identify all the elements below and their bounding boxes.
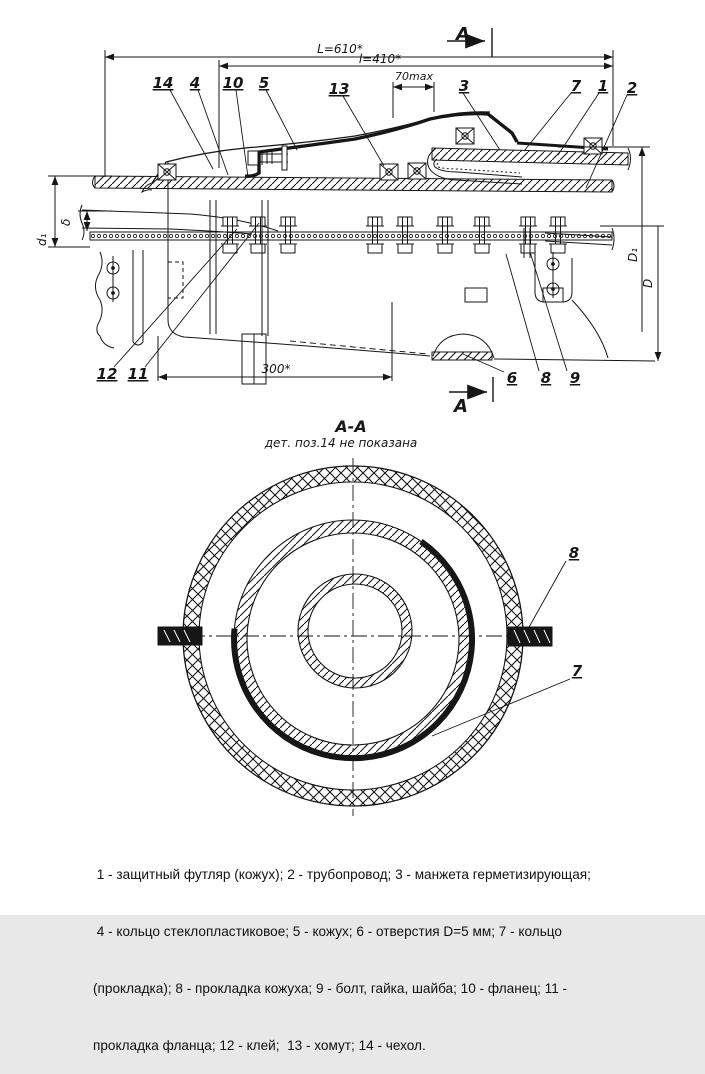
- section-view-subtitle: дет. поз.14 не показана: [264, 436, 418, 450]
- section-pipe-ring: [298, 574, 412, 688]
- section-right-stub: [508, 627, 552, 646]
- dimension-70max: [393, 82, 434, 118]
- callout-12: 12: [96, 365, 118, 383]
- callout-13: 13: [328, 80, 350, 98]
- legend-line-2: 4 - кольцо стеклопластиковое; 5 - кожух; 6 - отверстия D=5 мм; 7 - кольцо: [93, 924, 562, 939]
- section-cut-bottom: [449, 377, 493, 417]
- section-callout-7: 7: [571, 662, 583, 680]
- callout-3: 3: [458, 77, 470, 95]
- dim-70max-label: 70max: [395, 70, 433, 83]
- callout-numbers: [97, 74, 638, 387]
- callout-4: 4: [189, 74, 201, 92]
- parts-legend: [93, 827, 653, 1074]
- callout-leaders: [114, 90, 627, 372]
- section-view-title: А-А: [335, 417, 367, 436]
- dim-300-label: 300*: [261, 362, 291, 376]
- callout-6: 6: [506, 369, 518, 387]
- section-letter-top: А: [456, 24, 470, 45]
- callout-11: 11: [127, 365, 149, 383]
- section-cut-top: [447, 24, 492, 57]
- legend-line-1: 1 - защитный футляр (кожух); 2 - трубопровод; 3 - манжета герметизирующая;: [93, 867, 591, 882]
- callout-7: 7: [570, 77, 582, 95]
- dim-L-label: L=610*: [317, 42, 363, 56]
- callout-10: 10: [222, 74, 244, 92]
- section-centerlines: [162, 458, 548, 816]
- section-callout-8: 8: [568, 544, 580, 562]
- section-left-stub: [158, 627, 202, 645]
- dim-D1-label: D₁: [626, 247, 640, 262]
- callout-9: 9: [569, 369, 581, 387]
- legend-line-3: (прокладка); 8 - прокладка кожуха; 9 - болт, гайка, шайба; 10 - фланец; 11 -: [93, 981, 568, 996]
- dimension-D: [600, 226, 664, 361]
- dim-d1-label: d₁: [35, 233, 49, 246]
- section-letter-bottom: А: [454, 396, 468, 417]
- callout-8: 8: [540, 369, 552, 387]
- callout-14: 14: [152, 74, 174, 92]
- dim-delta-label: δ: [59, 218, 73, 226]
- callout-5: 5: [258, 74, 270, 92]
- callout-2: 2: [626, 79, 638, 97]
- dim-D-label: D: [641, 278, 655, 288]
- dim-l-label: l=410*: [358, 52, 402, 66]
- legend-line-4: прокладка фланца; 12 - клей; 13 - хомут; 14 - чехол.: [93, 1038, 426, 1053]
- callout-1: 1: [597, 77, 609, 95]
